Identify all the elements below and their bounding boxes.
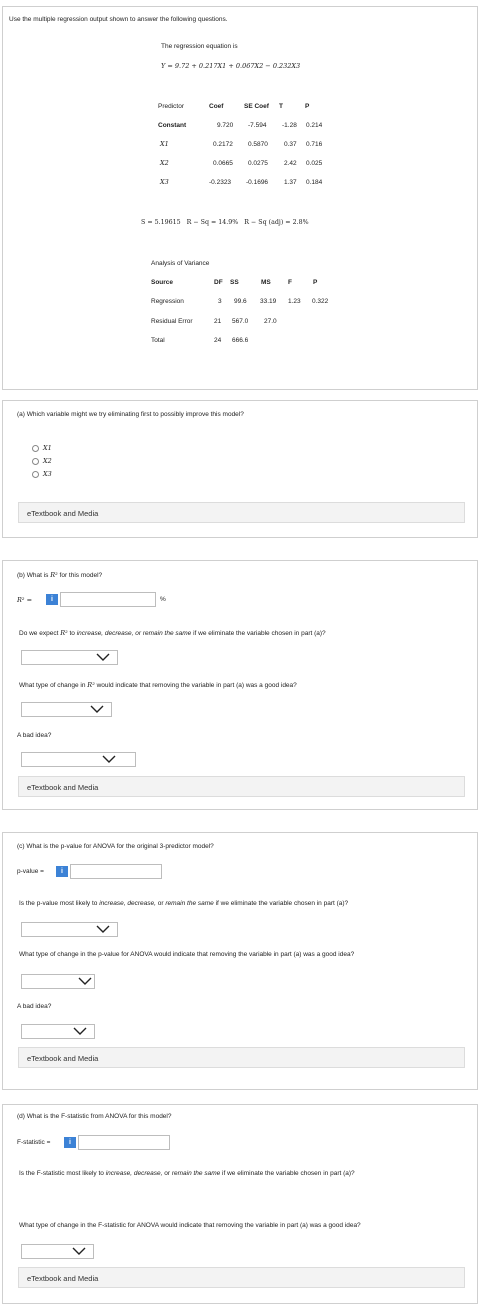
regression-equation: Y = 9.72 + 0.217X1 + 0.067X2 − 0.232X3 — [161, 62, 301, 70]
anova-row-source: Total — [151, 337, 165, 344]
etextbook-button[interactable]: eTextbook and Media — [18, 1267, 465, 1288]
chevron-down-icon — [90, 704, 104, 714]
anova-row-ms: 27.0 — [264, 318, 277, 325]
radio-x1[interactable] — [32, 445, 39, 452]
anova-row-source: Regression — [151, 298, 184, 305]
coef-row-t: 1.37 — [284, 179, 297, 186]
radio-x3[interactable] — [32, 471, 39, 478]
part-d-panel — [2, 1104, 478, 1304]
coef-row-predictor: X2 — [160, 159, 169, 167]
part-b-q2-em: increase, decrease, or remain the same — [76, 630, 192, 637]
part-d-q2-em2: remain the same — [171, 1170, 221, 1177]
part-d-q2-post: if we eliminate the variable chosen in part (a)? — [220, 1170, 355, 1177]
coef-row-coef: 0.2172 — [213, 141, 233, 148]
coef-row-t: 0.37 — [284, 141, 297, 148]
etextbook-button[interactable]: eTextbook and Media — [18, 502, 465, 523]
part-b-question-pre: (b) What is — [17, 572, 51, 579]
coef-row-coef: -0.2323 — [209, 179, 232, 186]
part-d-q2-em: increase, decrease, — [105, 1170, 163, 1177]
anova-header-ss: SS — [230, 279, 239, 286]
anova-row-df: 21 — [214, 318, 222, 325]
coef-row-se: 0.5870 — [248, 141, 268, 148]
coef-header-predictor: Predictor — [158, 103, 185, 110]
info-icon[interactable]: i — [64, 1137, 76, 1148]
part-c-q2-em: increase, decrease, — [99, 900, 156, 907]
anova-row-ss: 99.6 — [234, 298, 247, 305]
anova-title: Analysis of Variance — [151, 260, 210, 267]
coef-row-se: 0.0275 — [248, 160, 268, 167]
part-c-panel — [2, 832, 478, 1090]
radio-x2[interactable] — [32, 458, 39, 465]
info-icon[interactable]: i — [56, 866, 68, 877]
part-d-q3: What type of change in the F-statistic for ANOVA would indicate that removing the variable in part (a) was a good idea? — [19, 1222, 361, 1229]
part-b-q2-pre: Do we expect — [19, 630, 61, 637]
part-b-question-post: for this model? — [57, 572, 103, 579]
part-c-q3: What type of change in the p-value for ANOVA would indicate that removing the variable in part (a) was a good idea? — [19, 951, 355, 958]
part-b-q3 — [19, 681, 297, 689]
coef-row-predictor: Constant — [158, 122, 187, 129]
model-summary: S = 5.19615 R − Sq = 14.9% R − Sq (adj) = 2.8% — [141, 219, 309, 226]
part-b-panel — [2, 560, 478, 810]
coef-row-p: 0.025 — [306, 160, 323, 167]
option-x3-label: X3 — [43, 470, 52, 478]
coef-header-p: P — [305, 103, 310, 110]
part-d-question: (d) What is the F-statistic from ANOVA for this model? — [17, 1113, 172, 1120]
anova-row-p: 0.322 — [312, 298, 329, 305]
chevron-down-icon — [96, 924, 110, 934]
f-statistic-label: F-statistic = — [17, 1139, 51, 1146]
part-a-question: (a) Which variable might we try eliminating first to possibly improve this model? — [17, 411, 244, 418]
anova-row-df: 24 — [214, 337, 222, 344]
part-b-question-var: R² — [50, 571, 58, 579]
coef-header-se: SE Coef — [244, 103, 269, 110]
r-squared-input[interactable] — [60, 592, 156, 607]
good-idea-select[interactable] — [21, 702, 112, 717]
coef-row-se: -7.594 — [248, 122, 267, 129]
anova-header-df: DF — [214, 279, 223, 286]
anova-row-f: 1.23 — [288, 298, 301, 305]
anova-row-df: 3 — [218, 298, 222, 305]
part-d-q2-pre: Is the F-statistic most likely to — [19, 1170, 106, 1177]
part-a-panel — [2, 400, 478, 538]
anova-row-source: Residual Error — [151, 318, 193, 325]
intro-text: Use the multiple regression output shown to answer the following questions. — [9, 16, 228, 23]
part-b-q3-post: would indicate that removing the variable in part (a) was a good idea? — [94, 682, 297, 689]
chevron-down-icon — [96, 652, 110, 662]
bad-idea-select[interactable] — [21, 752, 136, 767]
anova-header-ms: MS — [261, 279, 271, 286]
part-b-q2-post: if we eliminate the variable chosen in part (a)? — [191, 630, 326, 637]
p-value-good-idea-select[interactable] — [21, 974, 95, 989]
part-c-q2-em2: remain the same — [165, 900, 214, 907]
chevron-down-icon — [102, 754, 116, 764]
chevron-down-icon — [78, 976, 92, 986]
part-b-q3-var: R² — [87, 681, 95, 689]
coef-row-p: 0.214 — [306, 122, 323, 129]
part-c-question: (c) What is the p-value for ANOVA for the original 3-predictor model? — [17, 843, 214, 850]
coef-row-p: 0.184 — [306, 179, 323, 186]
regression-output-panel — [2, 6, 478, 390]
part-d-q2-mid: or — [162, 1170, 172, 1177]
part-c-q2-pre: Is the p-value most likely to — [19, 900, 100, 907]
coef-row-coef: 9.720 — [217, 122, 234, 129]
anova-row-ms: 33.19 — [260, 298, 277, 305]
part-b-q3-pre: What type of change in — [19, 682, 88, 689]
coef-header-t: T — [279, 103, 283, 110]
etextbook-button[interactable]: eTextbook and Media — [18, 776, 465, 797]
coef-row-t: 2.42 — [284, 160, 297, 167]
anova-header-p: P — [313, 279, 318, 286]
equation-title: The regression equation is — [161, 43, 238, 50]
anova-header-source: Source — [151, 279, 174, 286]
anova-row-ss: 567.0 — [232, 318, 249, 325]
bad-idea-label: A bad idea? — [17, 1003, 52, 1010]
chevron-down-icon — [73, 1026, 87, 1036]
r-squared-change-select[interactable] — [21, 650, 118, 665]
coef-row-t: -1.28 — [282, 122, 297, 129]
coef-row-predictor: X1 — [160, 140, 169, 148]
chevron-down-icon — [72, 1246, 86, 1256]
option-x2-label: X2 — [43, 457, 52, 465]
part-c-q2 — [19, 900, 348, 907]
info-icon[interactable]: i — [46, 594, 58, 605]
percent-unit: % — [160, 596, 166, 603]
bad-idea-label: A bad idea? — [17, 732, 52, 739]
anova-header-f: F — [288, 279, 292, 286]
coef-row-coef: 0.0665 — [213, 160, 233, 167]
part-b-q2-mid: to — [67, 630, 77, 637]
coef-header-coef: Coef — [209, 103, 224, 110]
anova-row-ss: 666.6 — [232, 337, 249, 344]
part-c-q2-post: if we eliminate the variable chosen in part (a)? — [213, 900, 349, 907]
coef-row-predictor: X3 — [160, 178, 169, 186]
coef-row-se: -0.1696 — [246, 179, 269, 186]
etextbook-button[interactable]: eTextbook and Media — [18, 1047, 465, 1068]
coef-row-p: 0.716 — [306, 141, 323, 148]
option-x1-label: X1 — [43, 444, 52, 452]
f-statistic-good-idea-select[interactable] — [21, 1244, 94, 1259]
p-value-change-select[interactable] — [21, 922, 118, 937]
r-squared-label: R² = — [17, 596, 33, 604]
p-value-bad-idea-select[interactable] — [21, 1024, 95, 1039]
part-b-q2-var: R² — [60, 629, 68, 637]
part-b-q2 — [19, 629, 326, 637]
part-c-q2-mid: or — [155, 900, 166, 907]
p-value-input[interactable] — [70, 864, 162, 879]
f-statistic-input[interactable] — [78, 1135, 170, 1150]
part-b-question — [17, 571, 102, 579]
p-value-label: p-value = — [17, 868, 44, 875]
part-d-q2 — [19, 1170, 355, 1177]
